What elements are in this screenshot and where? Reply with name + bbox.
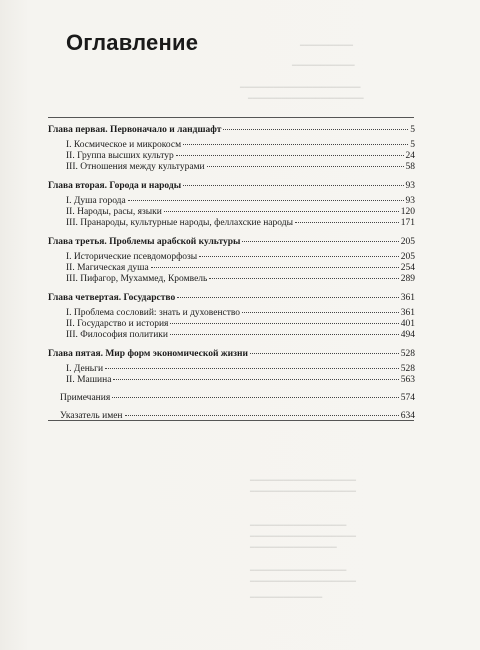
leader-dots [113,379,398,380]
section-title: III. Пифагор, Мухаммед, Кромвель [66,274,208,284]
toc-section[interactable] [48,308,415,319]
section-page: 171 [400,218,415,228]
leader-dots [176,155,404,156]
toc-section[interactable] [48,196,415,207]
section-title: II. Группа высших культур [66,151,174,161]
leader-dots [112,397,399,398]
leader-dots [250,353,399,354]
section-page: 120 [400,207,415,217]
show-through-texture: ━━━━━━━━━━━━━━━ [250,593,323,602]
section-page: 58 [405,162,415,172]
leader-dots [209,278,398,279]
chapter-title: Глава третья. Проблемы арабской культуры [48,237,241,247]
leader-dots [151,267,399,268]
toc-section[interactable] [48,319,415,330]
toc-section[interactable] [48,274,415,285]
section-title: I. Космическое и микрокосм [66,140,182,150]
section-page: 528 [400,364,415,374]
section-title: II. Государство и история [66,319,169,329]
toc-index[interactable] [48,411,415,422]
section-title: I. Деньги [66,364,104,374]
section-page: 563 [400,375,415,385]
section-page: 205 [400,252,415,262]
show-through-texture: ━━━━━━━━━━━━━━━━━━━━━━━━━ [240,83,361,92]
leader-dots [295,222,399,223]
section-page: 401 [400,319,415,329]
section-title: III. Философия политики [66,330,168,340]
leader-dots [128,200,404,201]
leader-dots [177,297,399,298]
chapter-page: 361 [400,293,415,303]
show-through-texture: ━━━━━━━━━━━ [300,41,353,50]
toc-section[interactable] [48,263,415,274]
leader-dots [242,241,398,242]
toc-section[interactable] [48,162,415,173]
section-title: II. Народы, расы, языки [66,207,162,217]
leader-dots [125,415,399,416]
section-page: 5 [410,140,415,150]
index-title: Указатель имен [60,411,123,421]
section-title: II. Магическая душа [66,263,149,273]
leader-dots [170,334,399,335]
show-through-texture: ━━━━━━━━━━━━━━━━━━ [250,543,337,552]
section-page: 254 [400,263,415,273]
toc-section[interactable] [48,140,415,151]
toc-section[interactable] [48,252,415,263]
leader-dots [199,256,399,257]
notes-title: Примечания [60,393,111,403]
leader-dots [223,129,408,130]
show-through-texture: ━━━━━━━━━━━━━━━━━━━━━━ [250,476,356,485]
toc-section[interactable] [48,330,415,341]
leader-dots [242,312,399,313]
toc-chapter[interactable] [48,181,415,192]
section-page: 289 [400,274,415,284]
index-page: 634 [400,411,415,421]
toc-section[interactable] [48,151,415,162]
toc-chapter[interactable] [48,349,415,360]
notes-page: 574 [400,393,415,403]
toc-chapter[interactable] [48,125,415,136]
toc-notes[interactable] [48,393,415,404]
leader-dots [183,144,408,145]
show-through-texture: ━━━━━━━━━━━━━━━━━━━━━━ [250,532,356,541]
toc-section[interactable] [48,207,415,218]
show-through-texture: ━━━━━━━━━━━━━━━━━━━━━━ [250,577,356,586]
show-through-texture: ━━━━━━━━━━━━━━━━━━━━ [250,521,347,530]
chapter-title: Глава пятая. Мир форм экономической жизни [48,349,248,359]
section-title: I. Душа города [66,196,126,206]
section-page: 361 [400,308,415,318]
toc-section[interactable] [48,375,415,386]
leader-dots [183,185,403,186]
top-rule [48,117,414,118]
leader-dots [207,166,404,167]
section-title: II. Машина [66,375,112,385]
chapter-page: 528 [400,349,415,359]
show-through-texture: ━━━━━━━━━━━━━ [292,61,355,70]
leader-dots [105,368,399,369]
chapter-page: 205 [400,237,415,247]
toc-chapter[interactable] [48,293,415,304]
show-through-texture: ━━━━━━━━━━━━━━━━━━━━━━━━ [248,94,364,103]
chapter-title: Глава четвертая. Государство [48,293,176,303]
section-title: III. Пранароды, культурные народы, феллахские народы [66,218,293,228]
show-through-texture: ━━━━━━━━━━━━━━━━━━━━ [250,566,347,575]
section-title: I. Проблема сословий: знать и духовенство [66,308,241,318]
toc-section[interactable] [48,218,415,229]
section-page: 93 [405,196,415,206]
table-of-contents [48,125,415,422]
section-page: 24 [405,151,415,161]
show-through-texture: ━━━━━━━━━━━━━━━━━━━━━━ [250,487,356,496]
leader-dots [170,323,398,324]
toc-chapter[interactable] [48,237,415,248]
leader-dots [164,211,399,212]
chapter-page: 93 [405,181,415,191]
chapter-title: Глава первая. Первоначало и ландшафт [48,125,222,135]
chapter-page: 5 [410,125,415,135]
toc-section[interactable] [48,364,415,375]
section-title: I. Исторические псевдоморфозы [66,252,198,262]
page-title: Оглавление [66,30,199,55]
chapter-title: Глава вторая. Города и народы [48,181,182,191]
section-title: III. Отношения между культурами [66,162,205,172]
section-page: 494 [400,330,415,340]
